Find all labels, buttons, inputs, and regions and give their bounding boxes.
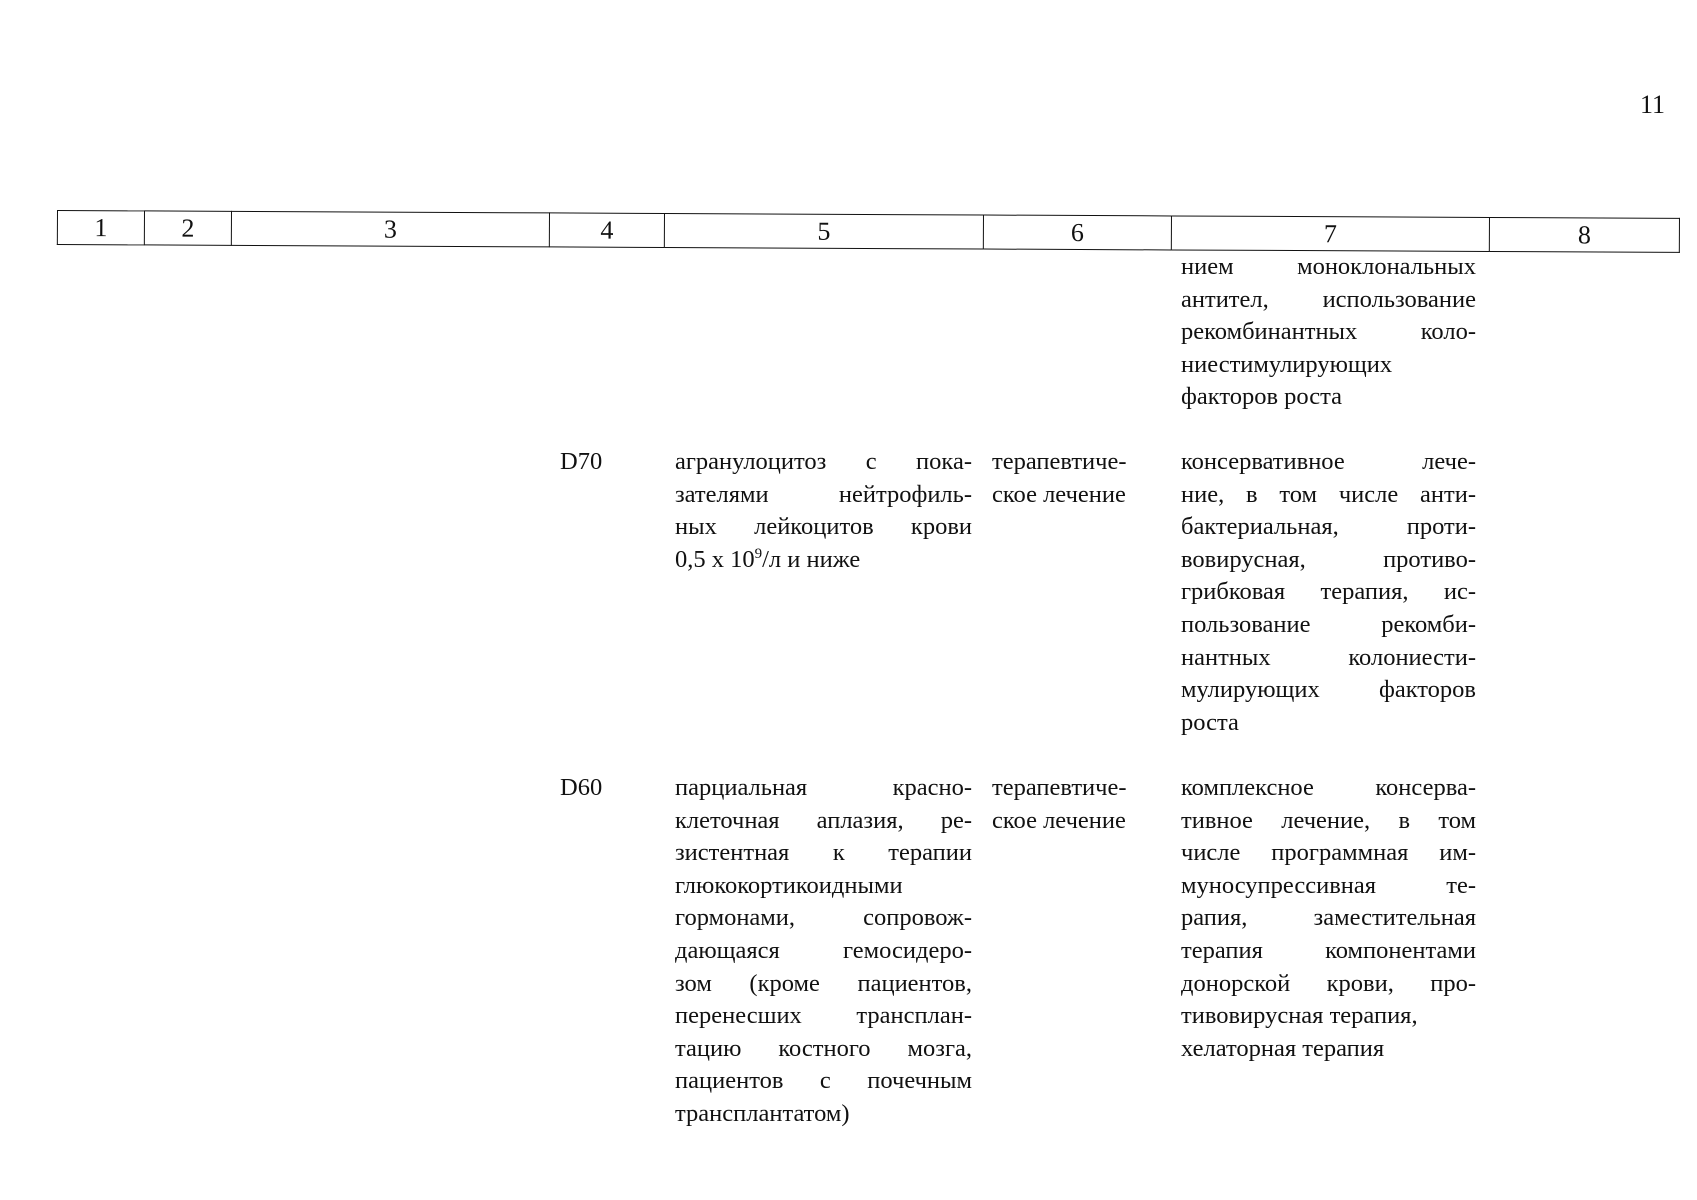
text-line: вовирусная, противо- [1181,545,1476,573]
page-number: 11 [1640,90,1666,119]
text-line: агранулоцитоз с пока- [675,448,972,475]
text-line: терапия компонентами [1181,936,1476,964]
condition-description-d70 [675,446,972,576]
treatment-method-d70 [1181,446,1476,739]
column-number-4: 4 [549,213,664,248]
column-number-6: 6 [983,215,1171,250]
text-line: грибковая терапия, ис- [1181,578,1476,606]
text-line: донорской крови, про- [1181,969,1476,997]
column-number-3: 3 [231,211,549,247]
text-line: глюкокортикоидными [675,871,903,899]
text-line: ных лейкоцитов крови [675,513,972,541]
dosage-value: 0,5 x 10 [675,545,755,573]
text-line: консервативное лече- [1181,448,1476,475]
text-line: зом (кроме пациентов, [675,969,972,997]
text-line: антител, использование [1181,285,1476,313]
text-line [675,544,972,577]
text-line: ское лечение [992,806,1126,834]
text-line: бактериальная, проти- [1181,513,1476,541]
column-number-1: 1 [57,211,144,245]
text-line: зистентная к терапии [675,839,972,867]
treatment-method-d60 [1181,772,1476,1065]
diagnosis-code-d70: D70 [560,448,603,475]
text-line: хелаторная терапия [1181,1034,1385,1062]
text-line: пациентов с почечным [675,1067,972,1095]
text-line: факторов роста [1181,383,1343,411]
text-line: дающаяся гемосидеро- [675,936,972,964]
condition-description-d60 [675,772,972,1131]
text-line: ниестимулирующих [1181,350,1393,378]
text-line: тацию костного мозга, [675,1034,972,1062]
text-line: тивное лечение, в том [1181,806,1476,834]
text-line: перенесших трансплан- [675,1002,972,1030]
column-number-header [57,210,1680,253]
text-line: числе программная им- [1181,839,1476,867]
diagnosis-code-d60: D60 [560,774,603,801]
dosage-unit: /л и ниже [762,545,861,573]
column-number-2: 2 [144,211,231,245]
continuation-treatment-method [1181,251,1476,414]
text-line: комплексное консерва- [1181,774,1476,801]
text-line: муносупрессивная те- [1181,871,1476,899]
exponent: 9 [754,545,763,562]
text-line: ние, в том числе анти- [1181,480,1476,508]
text-line: нием моноклональных [1181,253,1476,280]
text-line: роста [1181,708,1239,736]
column-number-8: 8 [1489,218,1679,253]
text-line: мулирующих факторов [1181,676,1476,704]
text-line: тивовирусная терапия, [1181,1002,1418,1030]
column-number-5: 5 [664,213,983,249]
text-line: терапевтиче- [992,774,1127,801]
text-line: клеточная аплазия, ре- [675,806,972,834]
treatment-type-d70 [992,446,1162,511]
text-line: парциальная красно- [675,774,972,801]
text-line: зателями нейтрофиль- [675,480,972,508]
text-line: трансплантатом) [675,1099,850,1127]
text-line: рапия, заместительная [1181,904,1476,932]
text-line: рекомбинантных коло- [1181,318,1476,346]
column-number-7: 7 [1171,216,1489,252]
text-line: пользование рекомби- [1181,610,1476,638]
text-line: терапевтиче- [992,448,1127,475]
text-line: ское лечение [992,480,1126,508]
treatment-type-d60 [992,772,1162,837]
text-line: гормонами, сопровож- [675,904,972,932]
text-line: нантных колониести- [1181,643,1476,671]
